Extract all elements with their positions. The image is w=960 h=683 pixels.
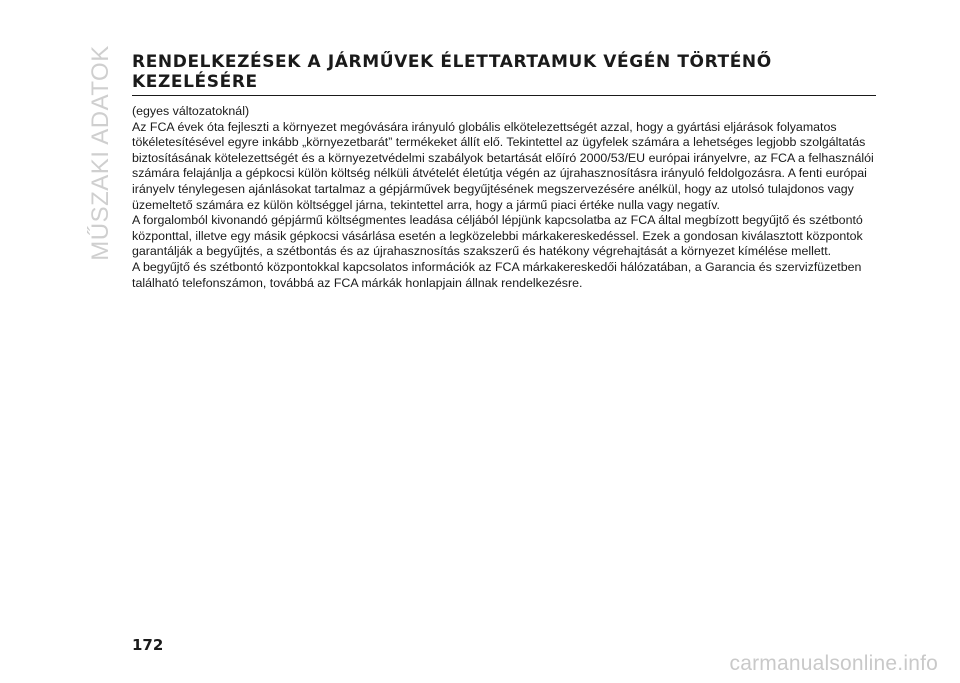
section-title	[132, 52, 876, 96]
paragraph-contact-info: A begyűjtő és szétbontó központokkal kapcsolatos információk az FCA márkakereskedői hálózatában, a Garancia és szervizfüzetben található telefonszámon, továbbá az FCA márkák honlapjain állnak rendelkezésre.	[132, 259, 862, 290]
section-side-tab-label: MŰSZAKI ADATOK	[87, 45, 114, 261]
page-content	[132, 52, 876, 291]
watermark: carmanualsonline.info	[729, 652, 938, 675]
body-text	[132, 104, 876, 291]
paragraph-fca-commitment: Az FCA évek óta fejleszti a környezet megóvására irányuló globális elkötelezettségét azzal, hogy a gyártási eljárások folyamatos tökéletesítésével egyre inkább „környezetbarát” termékeket állít elő. Tekintettel az ügyfelek számára a lehetséges legjobb szolgáltatás biztosításának kötelezettségét és a környezetvédelmi szabályok betartását előíró 2000/53/EU európai irányelvre, az FCA a felhasználói számára felajánlja a gépkocsi külön költség nélküli átvételét életútja végén az újrahasznosításra irányuló feldolgozásra. A fenti európai irányelv ténylegesen ajánlásokat tartalmaz a gépjárművek begyűjtésének megszervezésére anélkül, hogy az utolsó tulajdonos vagy üzemeltető számára ez külön költséggel járna, tekintettel arra, hogy a jármű piaci értéke nulla vagy negatív.	[132, 119, 874, 212]
paragraph-vehicle-return: A forgalomból kivonandó gépjármű költségmentes leadása céljából lépjünk kapcsolatba az FCA által megbízott begyűjtő és szétbontó központtal, illetve egy másik gépkocsi vásárlása esetén a legközelebbi márkakereskedéssel. Ezek a gondosan kiválasztott központok garantálják a begyűjtés, a szétbontás és az újrahasznosítás szakszerű és hatékony végrehajtását a környezet kímélése mellett.	[132, 213, 863, 259]
section-side-tab	[86, 45, 116, 261]
paragraph-variant-note: (egyes változatoknál)	[132, 104, 250, 118]
section-title-line-2: KEZELÉSÉRE	[132, 72, 258, 92]
section-title-line-1: RENDELKEZÉSEK A JÁRMŰVEK ÉLETTARTAMUK VÉGÉN TÖRTÉNŐ	[132, 52, 772, 72]
page-number: 172	[132, 636, 164, 654]
